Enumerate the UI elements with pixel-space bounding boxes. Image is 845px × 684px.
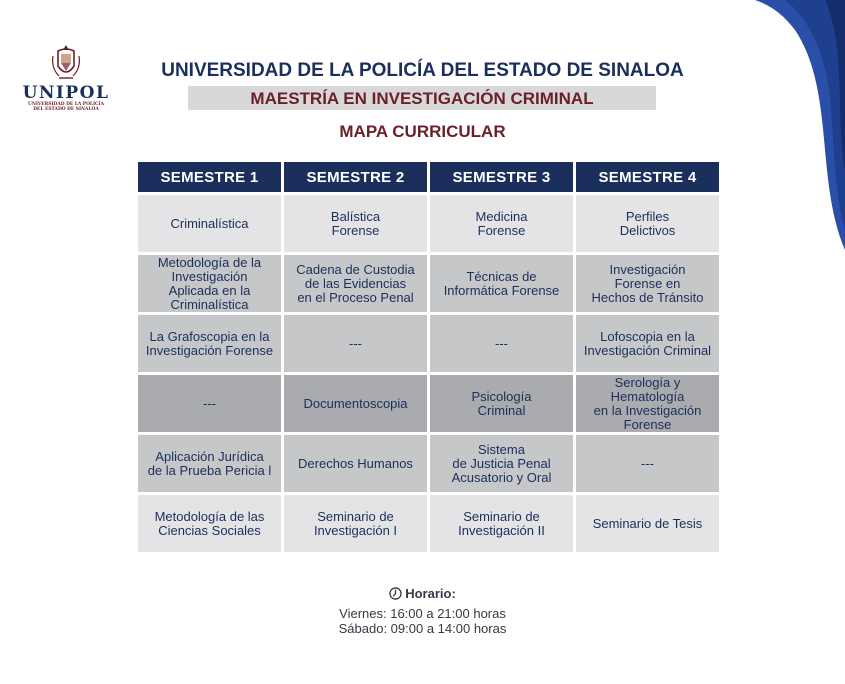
course-cell: Investigación Forense en Hechos de Tránsito <box>576 255 719 312</box>
semester-header-1: SEMESTRE 1 <box>138 162 281 192</box>
schedule-block <box>300 586 545 636</box>
coat-of-arms-icon <box>49 44 83 84</box>
logo-wordmark: UNIPOL <box>22 83 110 103</box>
schedule-friday: Viernes: 16:00 a 21:00 horas <box>339 606 506 621</box>
course-cell: Sistema de Justicia Penal Acusatorio y Oral <box>430 435 573 492</box>
schedule-saturday: Sábado: 09:00 a 14:00 horas <box>338 621 507 636</box>
course-cell: Aplicación Jurídica de la Prueba Pericia l <box>138 435 281 492</box>
course-cell: --- <box>430 315 573 372</box>
course-cell: Criminalística <box>138 195 281 252</box>
course-cell: --- <box>138 375 281 432</box>
curriculum-table <box>138 162 719 552</box>
curriculum-map-title: MAPA CURRICULAR <box>339 122 506 141</box>
program-title: MAESTRÍA EN INVESTIGACIÓN CRIMINAL <box>250 89 594 108</box>
course-cell: Derechos Humanos <box>284 435 427 492</box>
schedule-title <box>300 586 545 601</box>
semester-header-2: SEMESTRE 2 <box>284 162 427 192</box>
course-cell: Seminario de Investigación II <box>430 495 573 552</box>
semester-header-4: SEMESTRE 4 <box>576 162 719 192</box>
course-cell: Medicina Forense <box>430 195 573 252</box>
course-cell: Lofoscopia en la Investigación Criminal <box>576 315 719 372</box>
course-cell: Serología y Hematología en la Investigación Forense <box>576 375 719 432</box>
course-cell: Psicología Criminal <box>430 375 573 432</box>
course-cell: Técnicas de Informática Forense <box>430 255 573 312</box>
logo-subtitle-1: UNIVERSIDAD DE LA POLICÍA <box>28 102 104 107</box>
course-cell: Cadena de Custodia de las Evidencias en el Proceso Penal <box>284 255 427 312</box>
university-title: UNIVERSIDAD DE LA POLICÍA DEL ESTADO DE SINALOA <box>161 60 684 81</box>
logo-subtitle-2: DEL ESTADO DE SINALOA <box>33 107 99 112</box>
course-cell: Documentoscopia <box>284 375 427 432</box>
clock-icon <box>389 587 402 600</box>
course-cell: --- <box>576 435 719 492</box>
course-cell: Perfiles Delictivos <box>576 195 719 252</box>
course-cell: La Grafoscopia en la Investigación Forense <box>138 315 281 372</box>
course-cell: Metodología de la Investigación Aplicada en la Criminalística <box>138 255 281 312</box>
course-cell: Seminario de Tesis <box>576 495 719 552</box>
corner-wave-decoration <box>755 0 845 260</box>
unipol-logo <box>20 44 112 112</box>
course-cell: --- <box>284 315 427 372</box>
course-cell: Metodología de las Ciencias Sociales <box>138 495 281 552</box>
semester-header-3: SEMESTRE 3 <box>430 162 573 192</box>
course-cell: Seminario de Investigación I <box>284 495 427 552</box>
course-cell: Balística Forense <box>284 195 427 252</box>
schedule-title-label: Horario: <box>405 586 456 601</box>
